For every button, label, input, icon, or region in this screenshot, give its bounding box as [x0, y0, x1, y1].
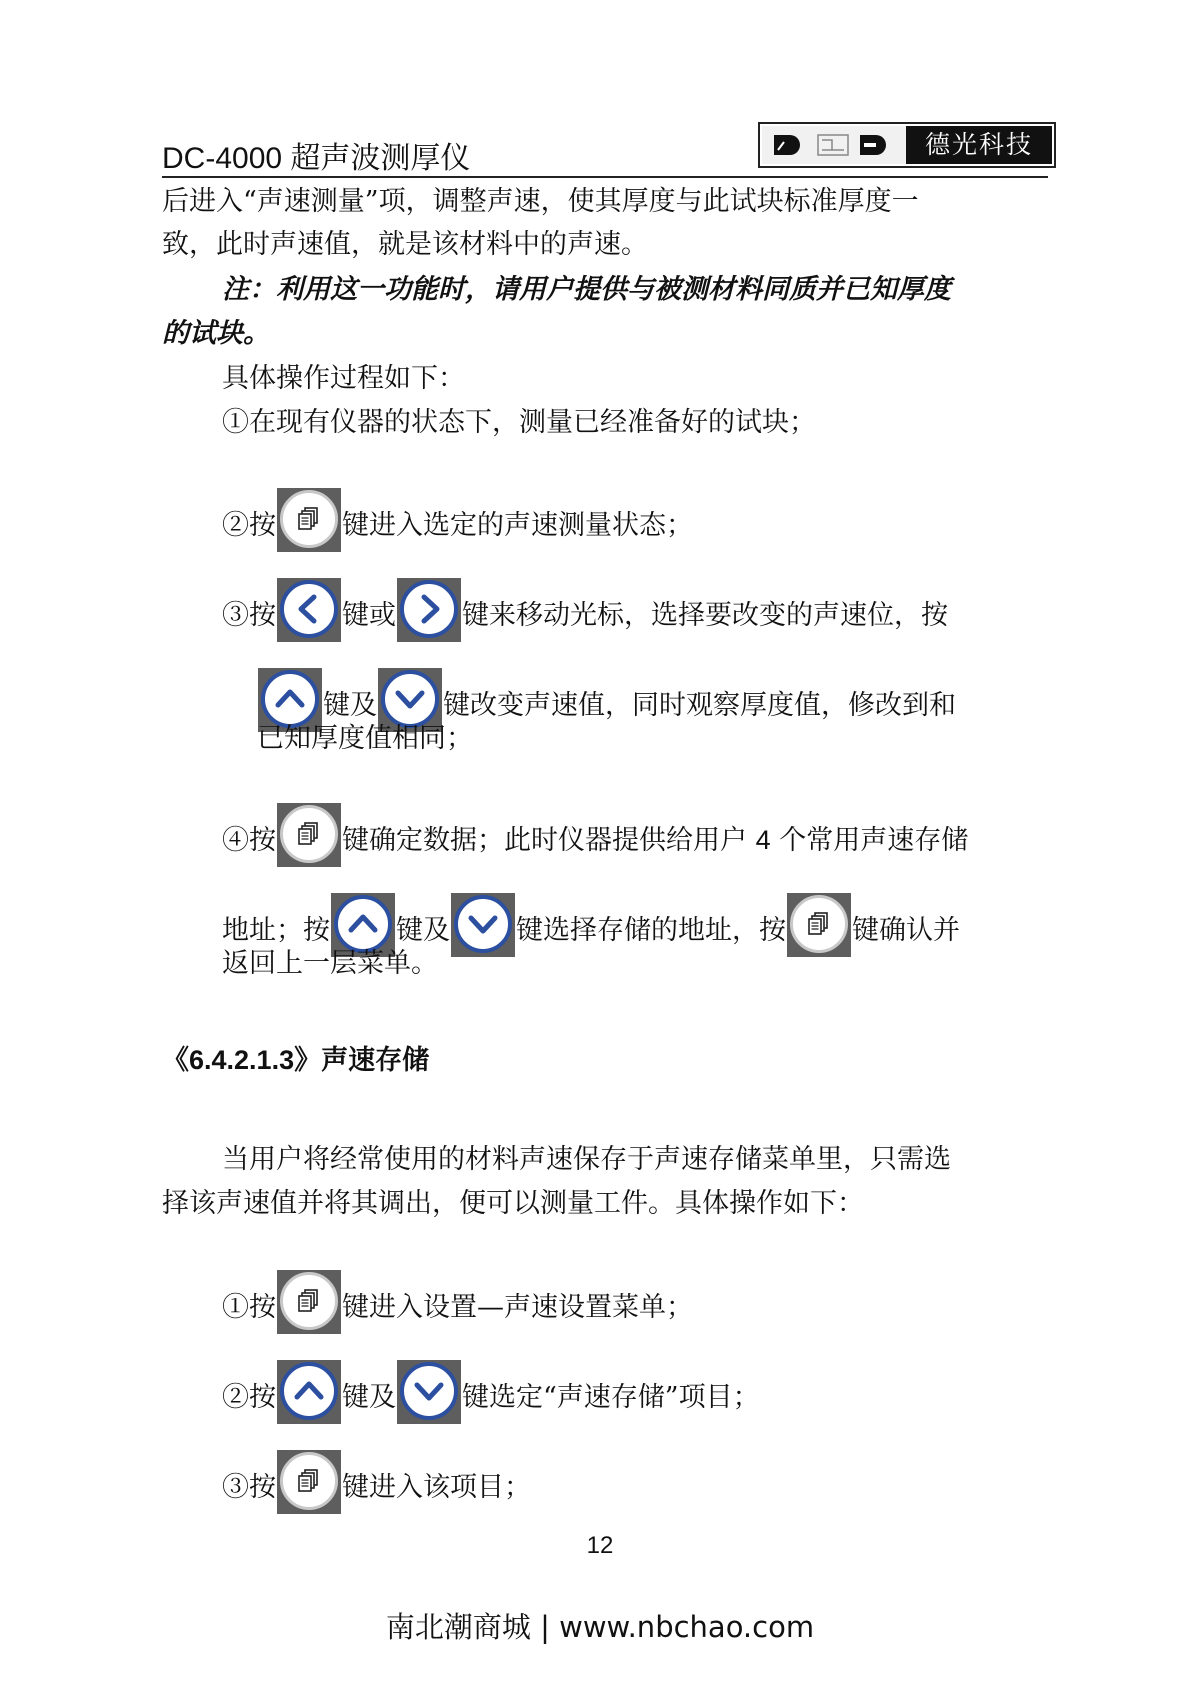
step-3-continued: 已知厚度值相同；	[257, 723, 473, 754]
heading-bracket: 》	[294, 1045, 322, 1076]
procedure-intro: 具体操作过程如下：	[222, 363, 465, 394]
step-3-label: ③按	[222, 600, 276, 631]
section-step-2	[222, 1360, 760, 1424]
left-arrow-key-icon	[277, 578, 341, 642]
step-1: ①在现有仪器的状态下，测量已经准备好的试块；	[222, 407, 816, 438]
step-3-text: 键或	[342, 600, 396, 631]
step-4	[222, 803, 968, 867]
menu-key-icon	[277, 488, 341, 552]
step-2-text: 键进入选定的声速测量状态；	[342, 510, 693, 541]
step-2	[222, 488, 693, 552]
document-header-title: DC-4000 超声波测厚仪	[162, 142, 471, 175]
step-4-label: ④按	[222, 825, 276, 856]
step-4-text: 键确定数据；此时仪器提供给用户	[342, 825, 756, 856]
up-arrow-key-icon	[277, 1360, 341, 1424]
step-3-text: 键来移动光标，选择要改变的声速位，按	[462, 600, 948, 631]
heading-bracket: 《	[162, 1045, 189, 1076]
step-3	[222, 578, 948, 642]
paragraph-line: 当用户将经常使用的材料声速保存于声速存储菜单里，只需选	[222, 1144, 951, 1175]
step-4-continued: 返回上一层菜单。	[222, 948, 438, 979]
step-4-text: 个常用声速存储	[770, 825, 969, 856]
step-4-text: 键及	[396, 915, 450, 946]
section-heading	[162, 1042, 429, 1079]
section-step-text: 键及	[342, 1382, 396, 1413]
brand-name: 德光科技	[906, 126, 1052, 164]
section-step-label: ②按	[222, 1382, 276, 1413]
menu-key-icon	[787, 893, 851, 957]
right-arrow-key-icon	[397, 578, 461, 642]
page-number: 12	[586, 1532, 614, 1559]
menu-key-icon	[277, 1270, 341, 1334]
section-step-3	[222, 1450, 531, 1514]
section-step-text: 键选定“声速存储”项目；	[462, 1382, 760, 1413]
menu-key-icon	[277, 803, 341, 867]
step-4-text: 地址；按	[222, 915, 330, 946]
note-line: 注：利用这一功能时，请用户提供与被测材料同质并已知厚度	[222, 274, 951, 305]
step-3-text: 键及	[323, 690, 377, 721]
menu-key-icon	[277, 1450, 341, 1514]
section-step-text: 键进入该项目；	[342, 1472, 531, 1503]
step-3-text: 键改变声速值，同时观察厚度值，修改到和	[443, 690, 956, 721]
step-2-label: ②按	[222, 510, 276, 541]
section-step-label: ③按	[222, 1472, 276, 1503]
down-arrow-key-icon	[451, 893, 515, 957]
step-4-count: 4	[755, 825, 771, 855]
paragraph-line: 后进入“声速测量”项，调整声速，使其厚度与此试块标准厚度一	[162, 186, 919, 217]
section-step-label: ①按	[222, 1292, 276, 1323]
paragraph-line: 择该声速值并将其调出，便可以测量工件。具体操作如下：	[162, 1188, 864, 1219]
heading-text: 声速存储	[321, 1045, 430, 1076]
section-step-1	[222, 1270, 693, 1334]
step-4-text: 键确认并	[852, 915, 960, 946]
logo-mark-icon	[762, 126, 908, 164]
paragraph-line: 致，此时声速值，就是该材料中的声速。	[162, 229, 648, 260]
section-step-text: 键进入设置—声速设置菜单；	[342, 1292, 693, 1323]
brand-logo	[758, 122, 1056, 168]
site-footer: 南北潮商城 | www.nbchao.com	[385, 1610, 815, 1644]
down-arrow-key-icon	[397, 1360, 461, 1424]
heading-number: 6.4.2.1.3	[189, 1045, 295, 1075]
header-divider	[162, 176, 1048, 178]
note-line: 的试块。	[162, 318, 270, 349]
step-4-text: 键选择存储的地址，按	[516, 915, 786, 946]
